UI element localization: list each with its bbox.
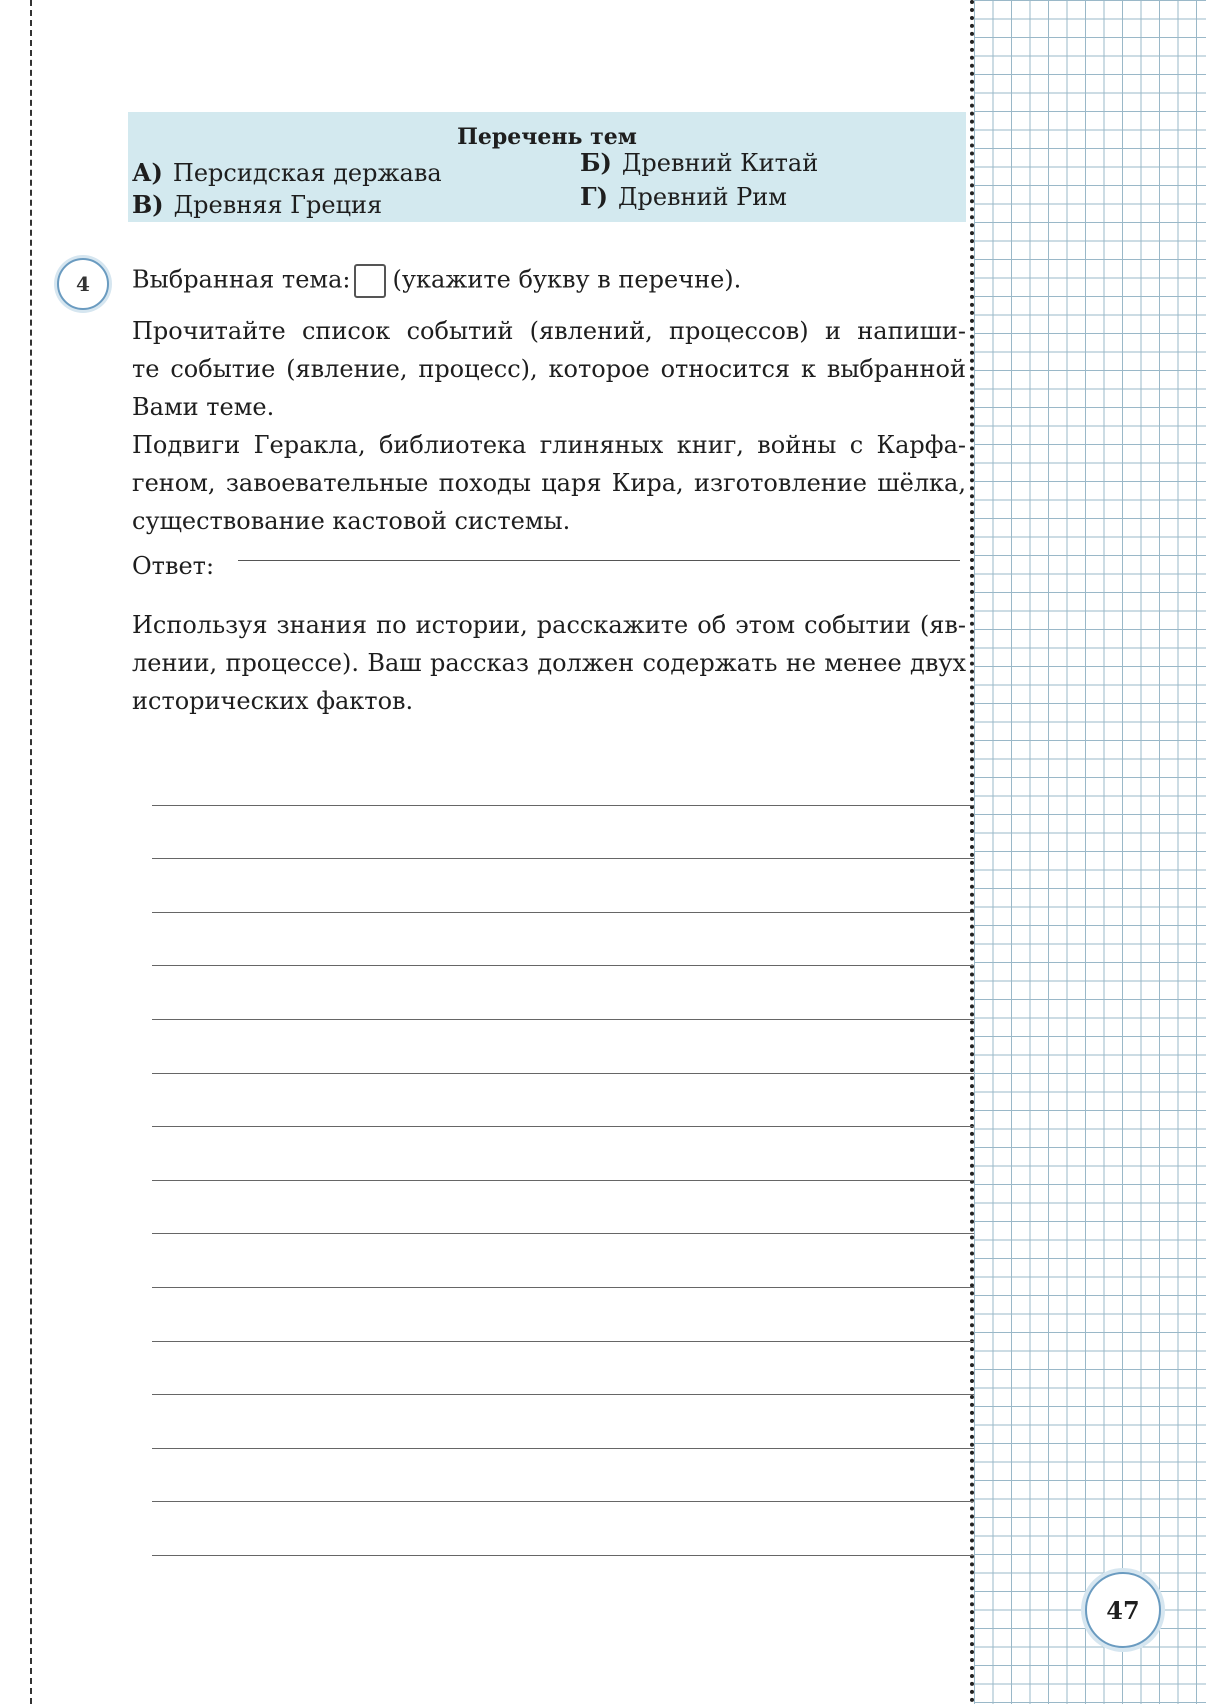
topic-v: В) Древняя Греция	[132, 190, 383, 219]
writing-line[interactable]	[152, 1502, 974, 1556]
writing-line[interactable]	[152, 752, 974, 806]
topic-g: Г) Древний Рим	[580, 182, 787, 211]
answer-label: Ответ:	[132, 552, 215, 580]
writing-line[interactable]	[152, 1342, 974, 1396]
story-instruction-text: Используя знания по истории, расскажите об этом событии (яв- лении, процессе). Ваш рассказ должен содержать не менее двух исторических фактов.	[132, 611, 966, 715]
chosen-topic-hint: (укажите букву в перечне).	[392, 265, 742, 294]
topic-letter-box[interactable]	[354, 264, 386, 298]
page-number: 47	[1085, 1572, 1161, 1648]
task-number-badge: 4	[57, 258, 109, 310]
writing-line[interactable]	[152, 966, 974, 1020]
instruction-text: Прочитайте список событий (явлений, процессов) и напиши- те событие (явление, процесс), которое относится к выбранной Вами теме.	[132, 317, 966, 421]
writing-lines[interactable]	[152, 752, 974, 1556]
writing-line[interactable]	[152, 1020, 974, 1074]
writing-line[interactable]	[152, 1395, 974, 1449]
topics-title: Перечень тем	[457, 124, 637, 150]
writing-line[interactable]	[152, 1449, 974, 1503]
writing-line[interactable]	[152, 1127, 974, 1181]
topic-b: Б) Древний Китай	[580, 148, 819, 177]
writing-line[interactable]	[152, 1074, 974, 1128]
topic-a: А) Персидская держава	[132, 158, 442, 187]
chosen-topic-row	[132, 264, 741, 298]
writing-line[interactable]	[152, 1288, 974, 1342]
writing-line[interactable]	[152, 859, 974, 913]
chosen-topic-label: Выбранная тема:	[132, 265, 351, 294]
answer-line[interactable]	[238, 560, 960, 561]
writing-line[interactable]	[152, 806, 974, 860]
writing-line[interactable]	[152, 1234, 974, 1288]
cut-line	[30, 0, 32, 1704]
topics-list	[128, 112, 966, 222]
writing-line[interactable]	[152, 1181, 974, 1235]
grid-margin	[974, 0, 1206, 1704]
events-list-text: Подвиги Геракла, библиотека глиняных книг, войны с Карфа- геном, завоевательные походы царя Кира, изготовление шёлка, существование кастовой системы.	[132, 431, 966, 535]
writing-line[interactable]	[152, 913, 974, 967]
